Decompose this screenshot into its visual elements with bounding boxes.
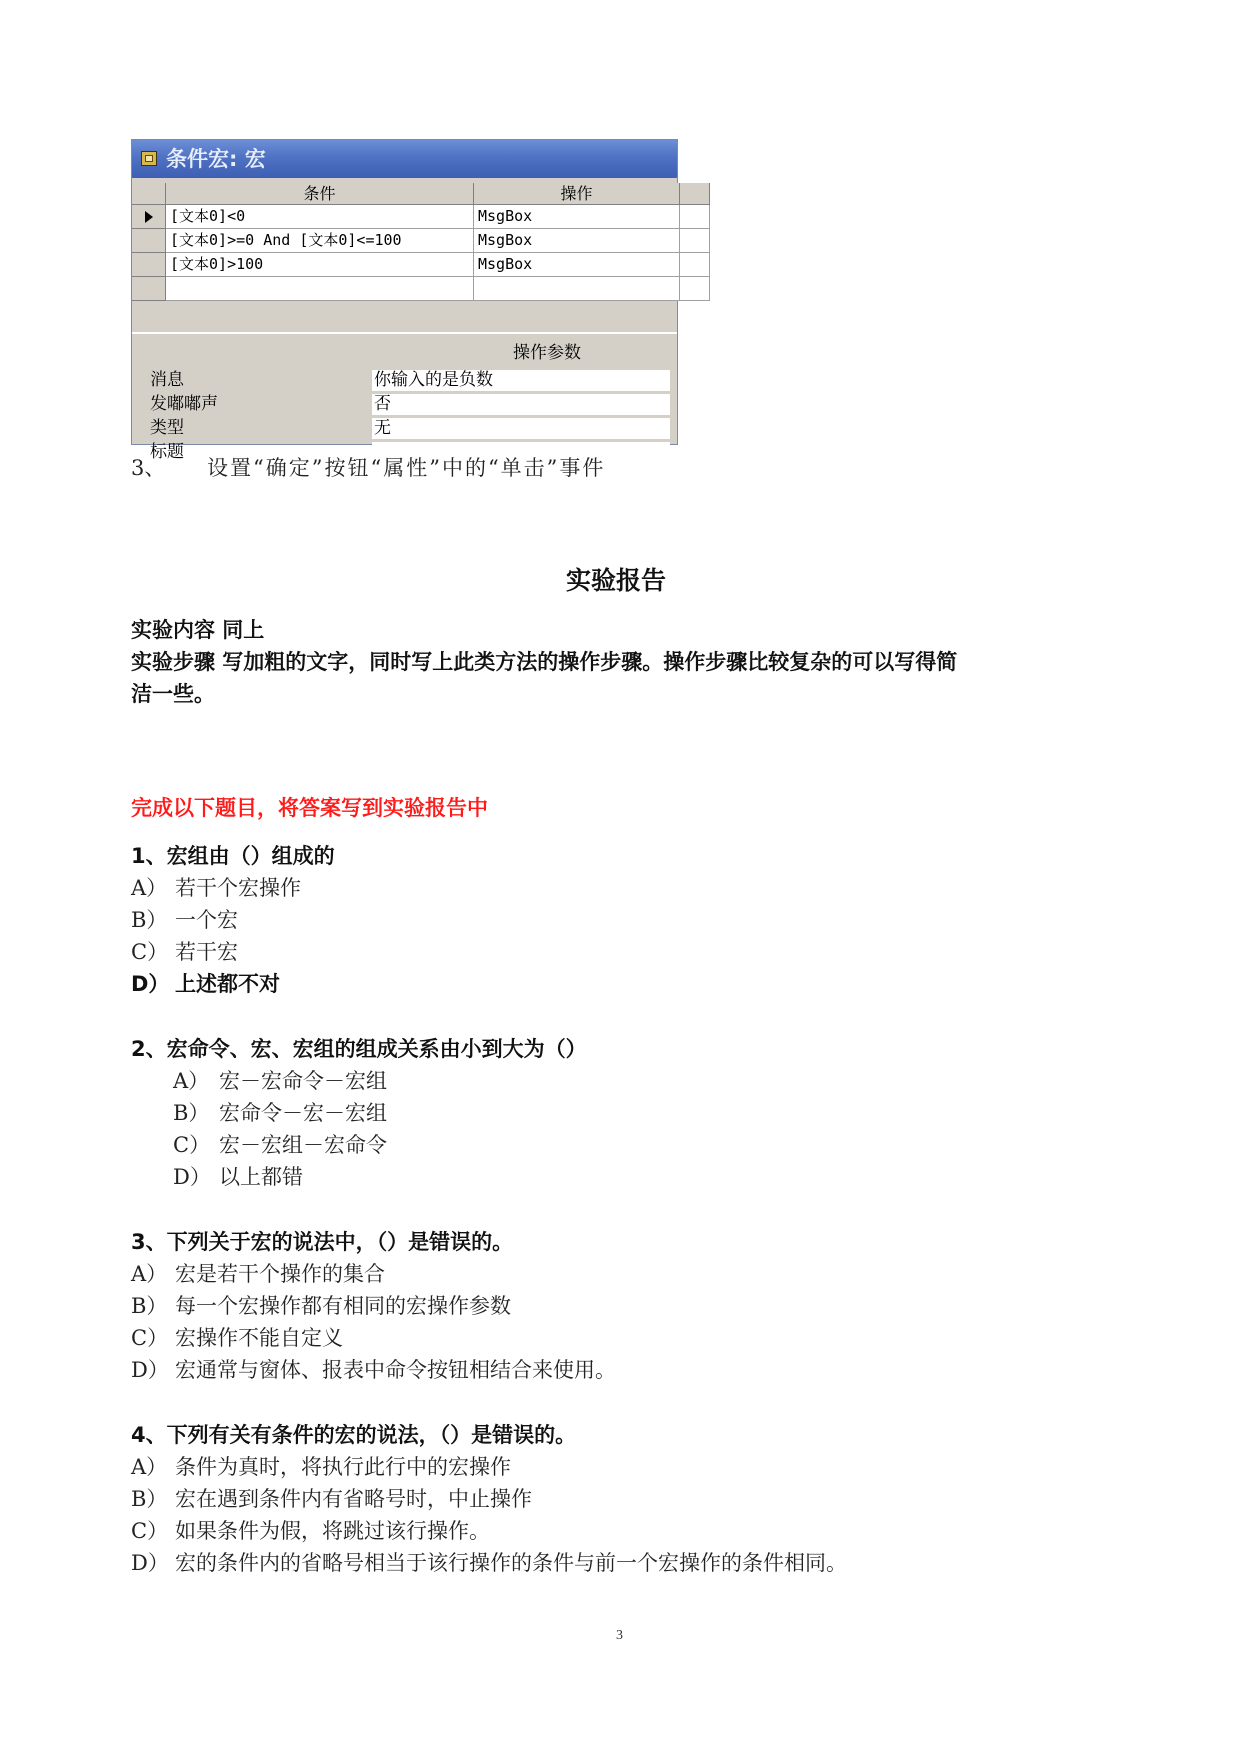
question-4: 4、下列有关有条件的宏的说法，（）是错误的。 [131,1423,577,1447]
row-selector[interactable] [132,229,166,253]
column-header-action: 操作 [474,183,680,205]
report-title: 实验报告 [566,566,667,595]
argument-row-message[interactable] [132,368,677,392]
option-text: 上述都不对 [175,972,280,996]
option-label: D） [131,1551,169,1575]
window-titlebar [132,140,677,178]
argument-row-type[interactable] [132,416,677,440]
extra-cell[interactable] [680,277,710,301]
option-label: A） [173,1069,210,1093]
row-selector[interactable] [132,253,166,277]
macro-row[interactable] [132,205,677,229]
option-text: 宏命令－宏－宏组 [219,1101,387,1125]
option-text: 每一个宏操作都有相同的宏操作参数 [175,1294,511,1318]
option-label: B） [131,908,168,932]
option-text: 宏－宏命令－宏组 [219,1069,387,1093]
row-selector-header [132,183,166,205]
option-text: 以上都错 [219,1165,303,1189]
option-text: 若干个宏操作 [175,876,301,900]
option-label: D） [173,1165,211,1189]
argument-label: 标题 [150,442,184,462]
option-text: 宏操作不能自定义 [175,1326,343,1350]
option-label: A） [131,1262,168,1286]
macro-row[interactable] [132,229,677,253]
argument-value-input[interactable]: 你输入的是负数 [372,370,670,391]
row-selector[interactable] [132,205,166,229]
option-text: 如果条件为假，将跳过该行操作。 [175,1519,490,1543]
grid-header [132,183,677,205]
argument-label: 类型 [150,418,184,438]
action-cell[interactable]: MsgBox [474,205,680,229]
argument-value-input[interactable]: 无 [372,418,670,439]
column-header-extra [680,183,710,205]
action-arguments-title: 操作参数 [513,343,581,363]
extra-cell[interactable] [680,253,710,277]
option-label: C） [131,1326,169,1350]
argument-value-input[interactable]: 否 [372,394,670,415]
current-row-arrow-icon [145,211,153,223]
option-text: 一个宏 [175,908,238,932]
action-arguments-header [132,332,677,362]
option-text: 宏是若干个操作的集合 [175,1262,385,1286]
option-text: 宏的条件内的省略号相当于该行操作的条件与前一个宏操作的条件相同。 [175,1551,847,1575]
condition-cell[interactable]: [文本0]<0 [166,205,474,229]
instruction-heading: 完成以下题目，将答案写到实验报告中 [131,796,488,820]
report-steps-line-1: 实验步骤 写加粗的文字，同时写上此类方法的操作步骤。操作步骤比较复杂的可以写得简 [131,650,958,674]
argument-row-beep[interactable] [132,392,677,416]
step-3-text: 设置“确定”按钮“属性”中的“单击”事件 [207,456,606,480]
row-selector[interactable] [132,277,166,301]
report-steps-line-2: 洁一些。 [131,682,215,706]
macro-row[interactable] [132,253,677,277]
page-number: 3 [616,1628,623,1643]
action-cell[interactable]: MsgBox [474,253,680,277]
argument-label: 消息 [150,370,184,390]
option-label: B） [173,1101,210,1125]
action-cell[interactable] [474,277,680,301]
condition-cell[interactable] [166,277,474,301]
option-label: C） [173,1133,211,1157]
condition-cell[interactable]: [文本0]>100 [166,253,474,277]
action-cell[interactable]: MsgBox [474,229,680,253]
option-text: 宏－宏组－宏命令 [219,1133,387,1157]
option-label: D） [131,972,170,996]
macro-row[interactable] [132,277,677,301]
macro-design-window [131,139,678,462]
question-2: 2、宏命令、宏、宏组的组成关系由小到大为（） [131,1037,587,1061]
extra-cell[interactable] [680,205,710,229]
report-content-line: 实验内容 同上 [131,618,265,642]
option-label: B） [131,1487,168,1511]
macro-icon [141,151,157,166]
extra-cell[interactable] [680,229,710,253]
option-text: 条件为真时，将执行此行中的宏操作 [175,1455,511,1479]
option-label: A） [131,876,168,900]
condition-cell[interactable]: [文本0]>=0 And [文本0]<=100 [166,229,474,253]
macro-grid [132,183,677,462]
column-header-condition: 条件 [166,183,474,205]
option-label: B） [131,1294,168,1318]
option-text: 宏在遇到条件内有省略号时，中止操作 [175,1487,532,1511]
question-3: 3、下列关于宏的说法中，（）是错误的。 [131,1230,514,1254]
window-title: 条件宏: 宏 [166,147,266,171]
option-label: A） [131,1455,168,1479]
option-label: C） [131,1519,169,1543]
option-text: 宏通常与窗体、报表中命令按钮相结合来使用。 [175,1358,616,1382]
step-3-number: 3、 [131,456,166,480]
option-text: 若干宏 [175,940,238,964]
option-label: D） [131,1358,169,1382]
option-label: C） [131,940,169,964]
question-1: 1、宏组由（）组成的 [131,844,335,868]
argument-label: 发嘟嘟声 [150,394,218,414]
